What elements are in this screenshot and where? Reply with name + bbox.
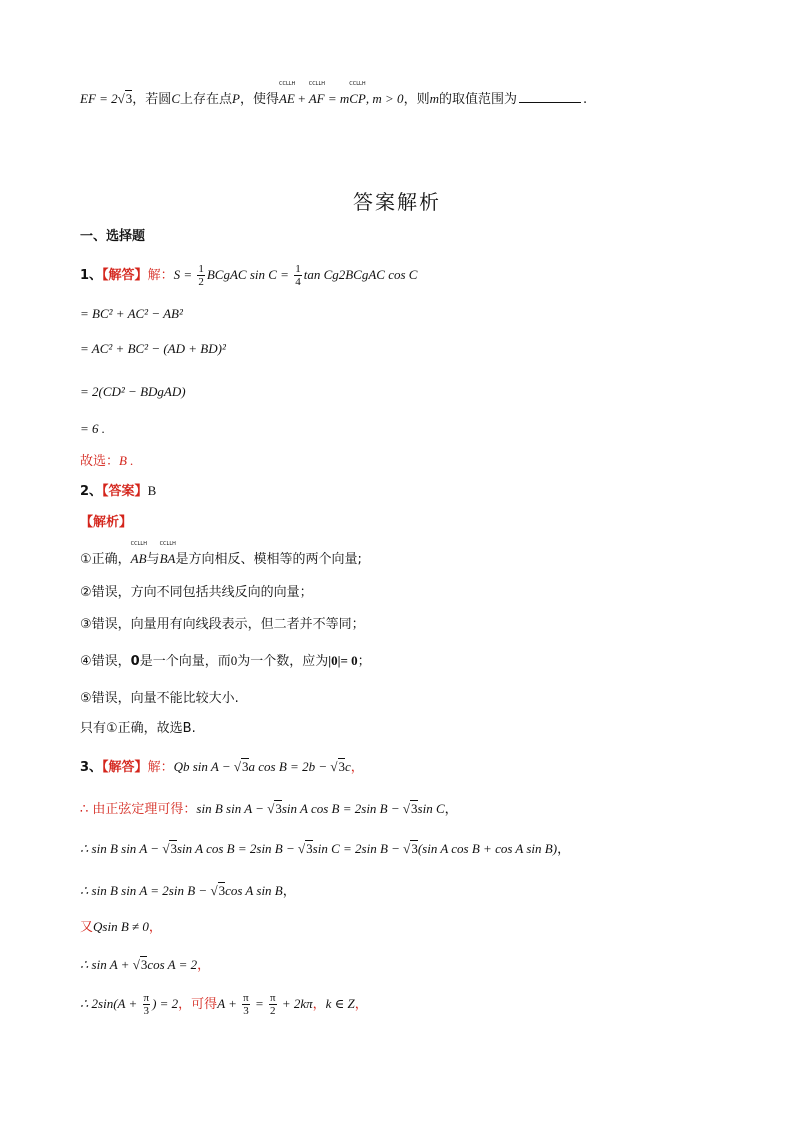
text: 的取值范围为: [438, 92, 517, 107]
formula: sin B sin A −: [196, 801, 268, 816]
answer-value: B .: [119, 453, 134, 468]
formula: Qsin B ≠ 0: [93, 919, 149, 934]
q1-answer: [80, 452, 133, 471]
answer-tag: 【解答】: [102, 268, 148, 283]
vector-ab: CCLLH AB: [130, 541, 147, 566]
vector-tag: CCLLH: [130, 541, 147, 547]
q3-line-4: ∴ sin B sin A = 2sin B − √3cos A sin B，: [80, 883, 296, 899]
var-m: m: [429, 91, 439, 106]
text: ；: [357, 654, 371, 669]
formula: ∴ sin B sin A −: [80, 841, 163, 856]
text: 与: [146, 552, 160, 567]
solution-label: 解：: [147, 268, 174, 283]
question-number: 3、: [80, 760, 103, 775]
q3-line-2: ∴ 由正弦定理可得：sin B sin A − √3sin A cos B = 2sin B − √3sin C，: [80, 801, 458, 817]
formula: BCgAC sin C =: [206, 267, 293, 282]
punct: ，: [148, 920, 162, 935]
zero-number: 0: [230, 653, 238, 668]
q2-item-4: [80, 652, 371, 671]
q2-item-5: ⑤错误，向量不能比较大小.: [80, 691, 239, 706]
sqrt-value: 3: [411, 801, 418, 816]
text: 又: [80, 920, 94, 935]
q1-line-2: = BC² + AC² − AB²: [80, 306, 183, 321]
vector-tag: CCLLH: [308, 81, 326, 87]
punct: ，: [557, 842, 571, 857]
sqrt-value: 3: [306, 841, 313, 856]
q2-item-3: ③错误，向量用有向线段表示，但二者并不等同；: [80, 617, 365, 632]
formula: sin C = 2sin B −: [312, 841, 404, 856]
text: ∴ 由正弦定理可得：: [80, 802, 197, 817]
norm-expression: |0|= 0: [328, 653, 358, 668]
formula: ∴ sin B sin A = 2sin B −: [80, 883, 211, 898]
vector-af: CCLLH AF: [308, 81, 326, 106]
q2-item-1: [80, 541, 362, 569]
punct: ，: [350, 760, 364, 775]
fraction: $\frac{\pi}{3}$: [243, 992, 249, 1017]
q1-line-3: = AC² + BC² − (AD + BD)²: [80, 341, 226, 356]
text: 是一个向量，而: [139, 654, 231, 669]
fraction: $\frac{1}{4}$: [295, 263, 301, 288]
formula: A +: [217, 996, 241, 1011]
formula: a cos B = 2b −: [248, 759, 331, 774]
text: ，使得: [239, 92, 279, 107]
answer-label: 故选：: [80, 454, 120, 469]
q3-line-6: ∴ sin A + √3cos A = 2，: [80, 957, 211, 973]
sqrt-value: 3: [275, 801, 282, 816]
punct: ，: [282, 884, 296, 899]
answer-tag: 【解答】: [102, 760, 148, 775]
plus: +: [294, 91, 309, 106]
vector-tag: CCLLH: [349, 81, 366, 87]
q1-line-1: [80, 262, 417, 289]
text: 是方向相反、模相等的两个向量;: [175, 552, 362, 567]
question-number: 2、: [80, 484, 103, 499]
formula: tan Cg2BCgAC cos C: [303, 267, 418, 282]
sqrt-value: 3: [218, 883, 226, 898]
vector-ae: CCLLH AE: [278, 81, 296, 106]
formula: ) = 2: [152, 996, 179, 1011]
sqrt-value: 3: [242, 759, 249, 774]
fraction: $\frac{\pi}{2}$: [270, 992, 276, 1017]
fraction: $\frac{1}{2}$: [198, 263, 204, 288]
punct: ，: [197, 958, 211, 973]
problem-continuation-line: EF = 2√3，若圆C上存在点P，使得 CCLLH AE + CCLLH AF = m CCLLH CP, m > 0，则m的取值范围为 .: [80, 81, 588, 107]
formula: cos A = 2: [147, 957, 198, 972]
sqrt-value: 3: [338, 759, 345, 774]
formula: =: [251, 996, 268, 1011]
fraction: $\frac{\pi}{3}$: [143, 992, 150, 1017]
solution-label: 解：: [147, 760, 174, 775]
equals-m: = m: [324, 91, 350, 106]
formula: ∴ sin A +: [80, 957, 133, 972]
text: 为一个数，应为: [237, 654, 329, 669]
answer-tag: 【答案】: [102, 484, 148, 499]
answer-value: B: [147, 483, 157, 498]
question-number: 1、: [80, 268, 103, 283]
formula: + 2kπ: [278, 996, 313, 1011]
vector-ba: CCLLH BA: [159, 541, 176, 566]
zero-vector: 0: [130, 654, 140, 669]
formula: (sin A cos B + cos A sin B): [417, 841, 558, 856]
q3-line-3: ∴ sin B sin A − √3sin A cos B = 2sin B − √3sin C = 2sin B − √3(sin A cos B + cos A sin B)，: [80, 841, 571, 857]
q2-conclusion: 只有①正确，故选B.: [80, 721, 196, 736]
section-heading: 一、选择题: [80, 229, 146, 244]
formula: S =: [173, 267, 196, 282]
formula: sin A cos B = 2sin B −: [176, 841, 299, 856]
condition: , m > 0: [365, 91, 404, 106]
sqrt-value: 3: [170, 841, 177, 856]
formula: k ∈ Z: [325, 996, 355, 1011]
formula: sin C: [417, 801, 445, 816]
sqrt-value: 3: [140, 957, 148, 972]
q3-line-7: [80, 990, 368, 1019]
text: ，则: [403, 92, 430, 107]
q2-header: [80, 482, 156, 501]
sqrt-value: 3: [125, 91, 133, 106]
text: ，可得: [178, 997, 218, 1012]
analysis-tag: 【解析】: [80, 515, 133, 530]
vector-tag: CCLLH: [159, 541, 176, 547]
var-c: C: [171, 91, 180, 106]
punct: ，: [312, 997, 326, 1012]
punct: ，: [444, 802, 458, 817]
q2-item-2: ②错误，方向不同包括共线反向的向量；: [80, 585, 313, 600]
var-p: P: [232, 91, 240, 106]
q1-line-5: = 6 .: [80, 421, 106, 436]
punct: ，: [354, 997, 368, 1012]
page-title: 答案解析: [353, 190, 441, 214]
formula: cos A sin B: [225, 883, 283, 898]
q3-line-5: [80, 918, 162, 937]
formula: Qb sin A −: [173, 759, 234, 774]
q3-line-1: 3、【解答】解：Qb sin A − √3a cos B = 2b − √3c，: [80, 759, 364, 775]
text: ④错误，: [80, 654, 131, 669]
vector-tag: CCLLH: [278, 81, 296, 87]
text: ，若圆: [132, 92, 172, 107]
formula: ∴ 2sin(A +: [80, 996, 141, 1011]
period: .: [582, 92, 588, 107]
answer-blank[interactable]: [519, 90, 581, 103]
ef-expression: EF = 2: [80, 91, 118, 106]
formula: c: [345, 759, 351, 774]
vector-cp: CCLLH CP: [349, 81, 366, 106]
q1-line-4: = 2(CD² − BDgAD): [80, 384, 186, 399]
text: 上存在点: [179, 92, 232, 107]
formula: sin A cos B = 2sin B −: [281, 801, 403, 816]
text: ①正确，: [80, 552, 131, 567]
sqrt-value: 3: [411, 841, 418, 856]
